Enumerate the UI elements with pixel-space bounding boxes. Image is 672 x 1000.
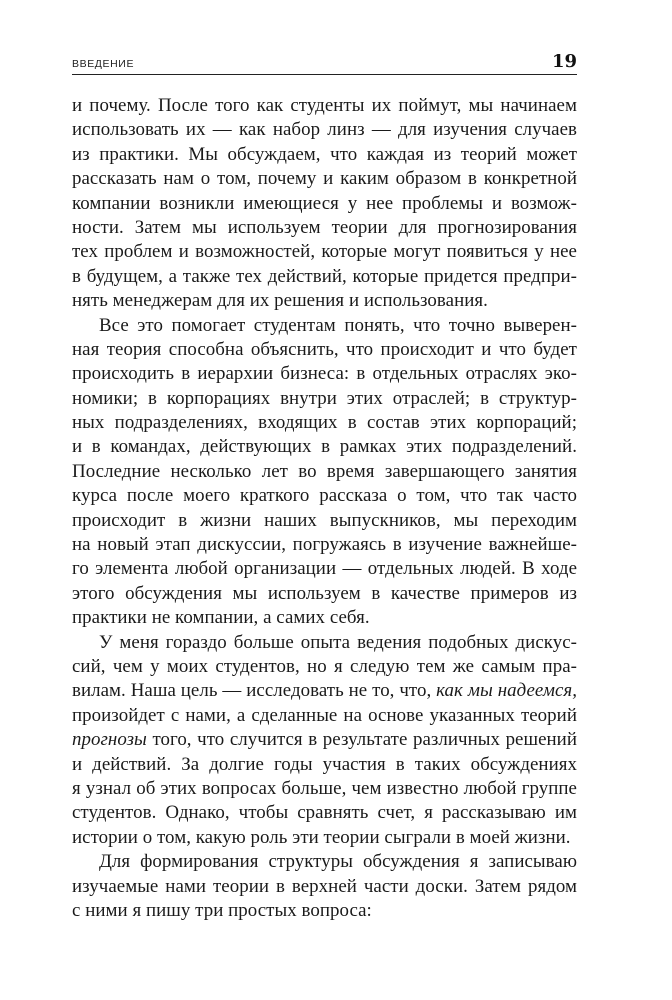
text-line: го элемента любой организации — отдельных людей. В ходе: [72, 558, 577, 580]
text-line: сий, чем у моих студентов, но я следую тем же самым пра-: [72, 655, 577, 677]
text-line: ных подразделениях, входящих в состав этих корпораций;: [72, 412, 577, 434]
text-line: происходит в жизни наших выпускников, мы переходим: [72, 509, 577, 531]
text-line: и почему. После того как студенты их поймут, мы начинаем: [72, 95, 577, 116]
text-line: ности. Затем мы используем теории для прогнозирования: [72, 216, 577, 238]
running-header: [72, 52, 577, 75]
text-line: студентов. Однако, чтобы сравнять счет, я рассказываю им: [72, 802, 577, 824]
paragraph-2: [72, 314, 577, 631]
paragraph-4: [72, 850, 577, 923]
page-number: 19: [551, 51, 577, 72]
text-line: У меня гораздо больше опыта ведения подобных дискус-: [99, 631, 577, 653]
text-line: этого обсуждения мы используем в качестве примеров из: [72, 582, 577, 604]
text-line: происходить в иерархии бизнеса: в отдельных отраслях эко-: [72, 363, 577, 385]
text-line: с ними я пишу три простых вопроса:: [72, 899, 372, 921]
text-line: Для формирования структуры обсуждения я записываю: [99, 851, 577, 873]
text-line: тех проблем и возможностей, которые могут появиться у нее: [72, 241, 577, 263]
text-line: из практики. Мы обсуждаем, что каждая из теорий может: [72, 143, 577, 165]
text-line: номики; в корпорациях внутри этих отраслей; в структур-: [72, 387, 577, 409]
text-segment: того, что случится в результате различных решений: [152, 729, 578, 751]
text-line: использовать их — как набор линз — для изучения случаев: [72, 119, 577, 141]
text-line: и в командах, действующих в рамках этих подразделений.: [72, 436, 577, 458]
paragraph-3: [72, 631, 577, 851]
paragraph-1: [72, 94, 577, 314]
text-line: на новый этап дискуссии, погружаясь в изучение важнейше-: [72, 534, 577, 556]
text-line: курса после моего краткого рассказа о том, что так часто: [72, 485, 577, 507]
text-line: я узнал об этих вопросах больше, чем известно любой группе: [72, 777, 577, 799]
text-line: рассказать нам о том, почему и каким образом в конкретной: [72, 168, 577, 190]
text-line: изучаемые нами теории в верхней части доски. Затем рядом: [72, 875, 577, 897]
section-title: ВВЕДЕНИЕ: [72, 58, 135, 70]
body-text: [72, 94, 577, 923]
text-segment: вилам. Наша цель — исследовать не то, что,: [72, 680, 432, 702]
text-line: нять менеджерам для их решения и использования.: [72, 290, 488, 312]
text-line: в будущем, а также тех действий, которые придется предпри-: [72, 265, 577, 287]
text-line: Все это помогает студентам понять, что точно выверен-: [99, 314, 577, 336]
text-line: компании возникли имеющиеся у нее проблемы и возмож-: [72, 192, 577, 214]
text-line: ная теория способна объяснить, что происходит и что будет: [72, 338, 577, 360]
text-line: и действий. За долгие годы участия в таких обсуждениях: [72, 753, 577, 775]
text-line-with-italic: [72, 728, 577, 752]
text-line: произойдет с нами, а сделанные на основе указанных теорий: [72, 704, 577, 726]
text-line-with-italic: [72, 679, 577, 703]
italic-phrase: как мы надеемся,: [436, 680, 577, 702]
text-line: Последние несколько лет во время завершающего занятия: [72, 460, 577, 482]
italic-phrase: прогнозы: [72, 729, 147, 751]
text-line: практики не компании, а самих себя.: [72, 607, 370, 629]
text-line: истории о том, какую роль эти теории сыграли в моей жизни.: [72, 826, 571, 848]
